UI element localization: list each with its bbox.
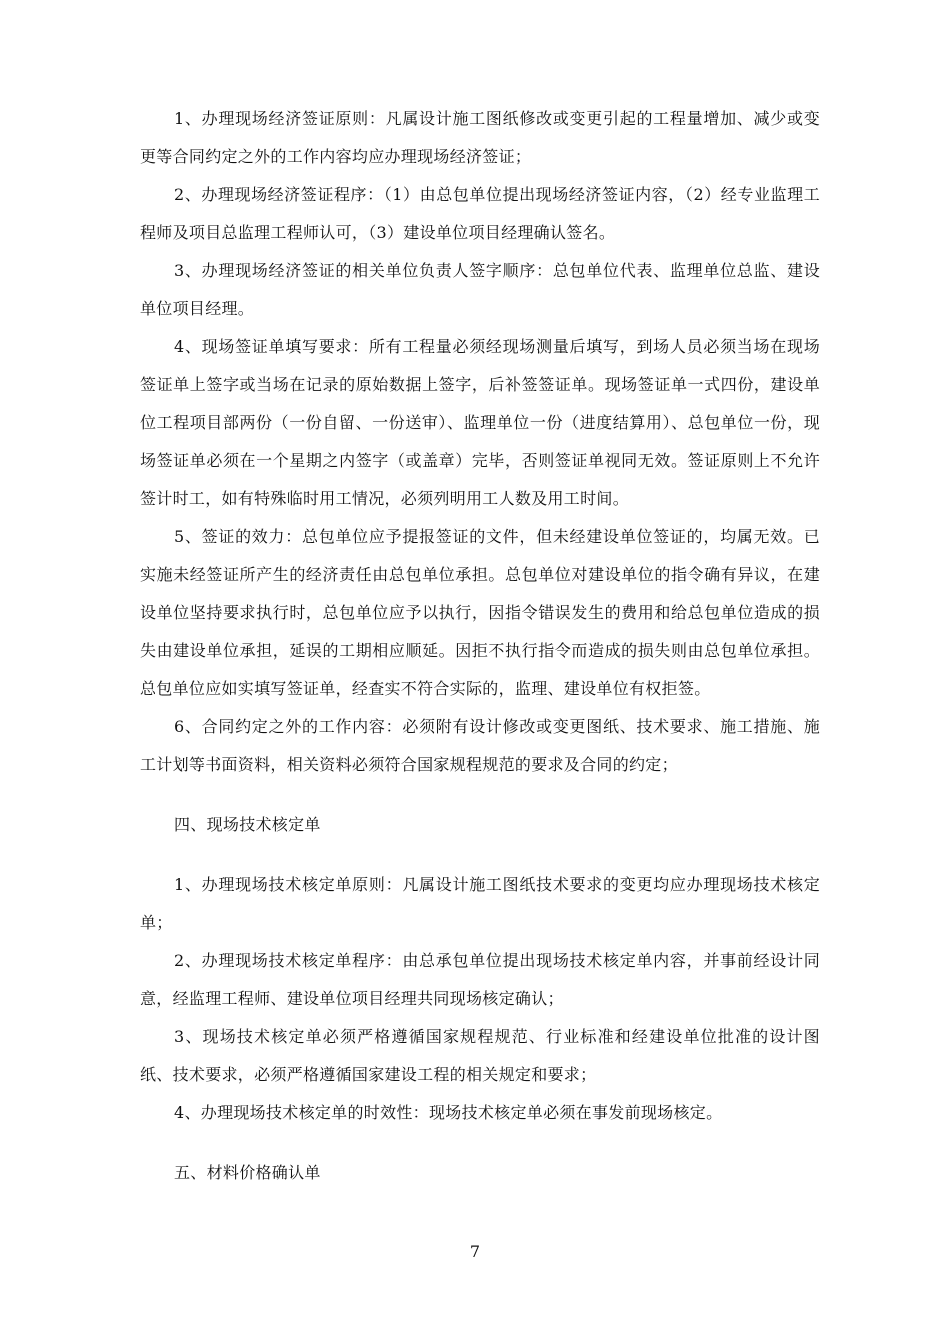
section-heading-material-price: 五、材料价格确认单	[174, 1163, 321, 1182]
paragraph-extra-work-content: 6、合同约定之外的工作内容：必须附有设计修改或变更图纸、技术要求、施工措施、施工计划等书面资料，相关资料必须符合国家规程规范的要求及合同的约定；	[140, 717, 820, 774]
paragraph-tech-principle: 1、办理现场技术核定单原则：凡属设计施工图纸技术要求的变更均应办理现场技术核定单；	[140, 875, 820, 932]
section-heading-technical-verification: 四、现场技术核定单	[174, 815, 321, 834]
paragraph-visa-form-requirements: 4、现场签证单填写要求：所有工程量必须经现场测量后填写，到场人员必须当场在现场签证单上签字或当场在记录的原始数据上签字，后补签签证单。现场签证单一式四份，建设单位工程项目部两份（一份自留、一份送审）、监理单位一份（进度结算用）、总包单位一份，现场签证单必须在一个星期之内签字（或盖章）完毕，否则签证单视同无效。签证原则上不允许签计时工，如有特殊临时用工情况，必须列明用工人数及用工时间。	[140, 337, 820, 508]
paragraph-visa-principle: 1、办理现场经济签证原则：凡属设计施工图纸修改或变更引起的工程量增加、减少或变更等合同约定之外的工作内容均应办理现场经济签证；	[140, 109, 820, 166]
page-body	[140, 100, 820, 1192]
paragraph-tech-procedure: 2、办理现场技术核定单程序：由总承包单位提出现场技术核定单内容，并事前经设计同意，经监理工程师、建设单位项目经理共同现场核定确认；	[140, 951, 820, 1008]
paragraph-tech-standards: 3、现场技术核定单必须严格遵循国家规程规范、行业标准和经建设单位批准的设计图纸、技术要求，必须严格遵循国家建设工程的相关规定和要求；	[140, 1027, 820, 1084]
paragraph-visa-procedure: 2、办理现场经济签证程序：（1）由总包单位提出现场经济签证内容，（2）经专业监理工程师及项目总监理工程师认可，（3）建设单位项目经理确认签名。	[140, 185, 820, 242]
paragraph-visa-validity: 5、签证的效力：总包单位应予提报签证的文件，但未经建设单位签证的，均属无效。已实施未经签证所产生的经济责任由总包单位承担。总包单位对建设单位的指令确有异议，在建设单位坚持要求执行时，总包单位应予以执行，因指令错误发生的费用和给总包单位造成的损失由建设单位承担，延误的工期相应顺延。因拒不执行指令而造成的损失则由总包单位承担。总包单位应如实填写签证单，经查实不符合实际的，监理、建设单位有权拒签。	[140, 527, 820, 698]
page-number: 7	[469, 1242, 481, 1261]
paragraph-tech-timeliness: 4、办理现场技术核定单的时效性：现场技术核定单必须在事发前现场核定。	[174, 1103, 723, 1122]
paragraph-visa-signing-order: 3、办理现场经济签证的相关单位负责人签字顺序：总包单位代表、监理单位总监、建设单位项目经理。	[140, 261, 820, 318]
